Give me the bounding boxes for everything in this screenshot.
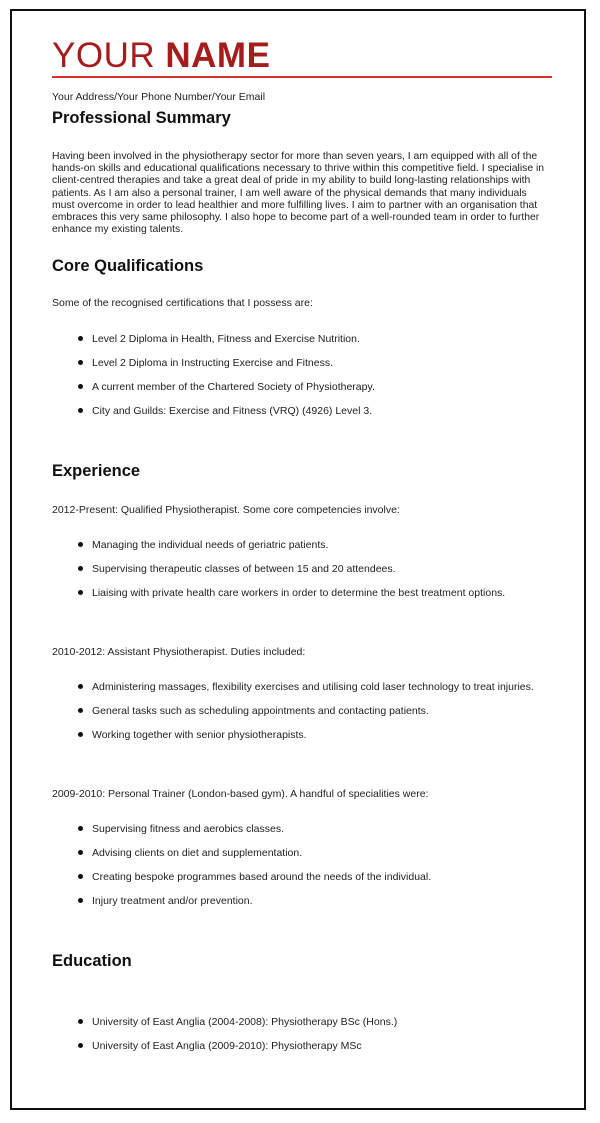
list-item: Supervising fitness and aerobics classes.: [52, 823, 552, 835]
list-item: Creating bespoke programmes based around the needs of the individual.: [52, 871, 552, 883]
job-duties-list: [52, 681, 552, 741]
contact-line: Your Address/Your Phone Number/Your Email: [52, 91, 266, 103]
list-item: Managing the individual needs of geriatric patients.: [52, 539, 552, 551]
job-title: 2012-Present: Qualified Physiotherapist. Some core competencies involve:: [52, 504, 400, 516]
list-item: University of East Anglia (2009-2010): Physiotherapy MSc: [52, 1040, 552, 1052]
qualifications-heading: Core Qualifications: [52, 257, 204, 275]
name-last: NAME: [165, 36, 271, 75]
job-title: 2010-2012: Assistant Physiotherapist. Duties included:: [52, 646, 306, 658]
job-duties-list: [52, 823, 552, 907]
candidate-name: [52, 36, 552, 76]
list-item: General tasks such as scheduling appointments and contacting patients.: [52, 705, 552, 717]
qualifications-intro: Some of the recognised certifications that I possess are:: [52, 297, 313, 309]
job-duties-list: [52, 539, 552, 599]
list-item: Injury treatment and/or prevention.: [52, 895, 552, 907]
summary-text: Having been involved in the physiotherapy sector for more than seven years, I am equipped with all of the hands-on skills and educational qualifications necessary to thrive within this competitive field. I specialise in client-centred therapies and take a great deal of pride in my ability to build long-lasting relationships with patients. As I am also a personal trainer, I am well aware of the physical demands that many individuals must overcome in order to lead healthier and more fulfilling lives. I aim to partner with an organisation that embraces this very same philosophy. I also hope to become part of a well-rounded team in order to further enhance my existing talents.: [52, 151, 545, 236]
summary-heading: Professional Summary: [52, 109, 231, 127]
list-item: Level 2 Diploma in Health, Fitness and Exercise Nutrition.: [52, 333, 552, 345]
education-heading: Education: [52, 952, 132, 970]
qualifications-list: [52, 333, 552, 417]
list-item: A current member of the Chartered Society of Physiotherapy.: [52, 381, 552, 393]
list-item: University of East Anglia (2004-2008): Physiotherapy BSc (Hons.): [52, 1016, 552, 1028]
list-item: Liaising with private health care workers in order to determine the best treatment options.: [52, 587, 532, 599]
header-rule: [52, 76, 552, 78]
experience-heading: Experience: [52, 462, 141, 480]
list-item: Supervising therapeutic classes of between 15 and 20 attendees.: [52, 563, 552, 575]
list-item: Working together with senior physiotherapists.: [52, 729, 552, 741]
list-item: City and Guilds: Exercise and Fitness (VRQ) (4926) Level 3.: [52, 405, 552, 417]
list-item: Advising clients on diet and supplementation.: [52, 847, 552, 859]
name-first: YOUR: [52, 36, 156, 75]
education-list: [52, 1016, 552, 1052]
list-item: Administering massages, flexibility exercises and utilising cold laser technology to treat injuries.: [52, 681, 542, 693]
job-title: 2009-2010: Personal Trainer (London-based gym). A handful of specialities were:: [52, 788, 429, 800]
cv-page: [52, 36, 552, 1052]
list-item: Level 2 Diploma in Instructing Exercise and Fitness.: [52, 357, 552, 369]
